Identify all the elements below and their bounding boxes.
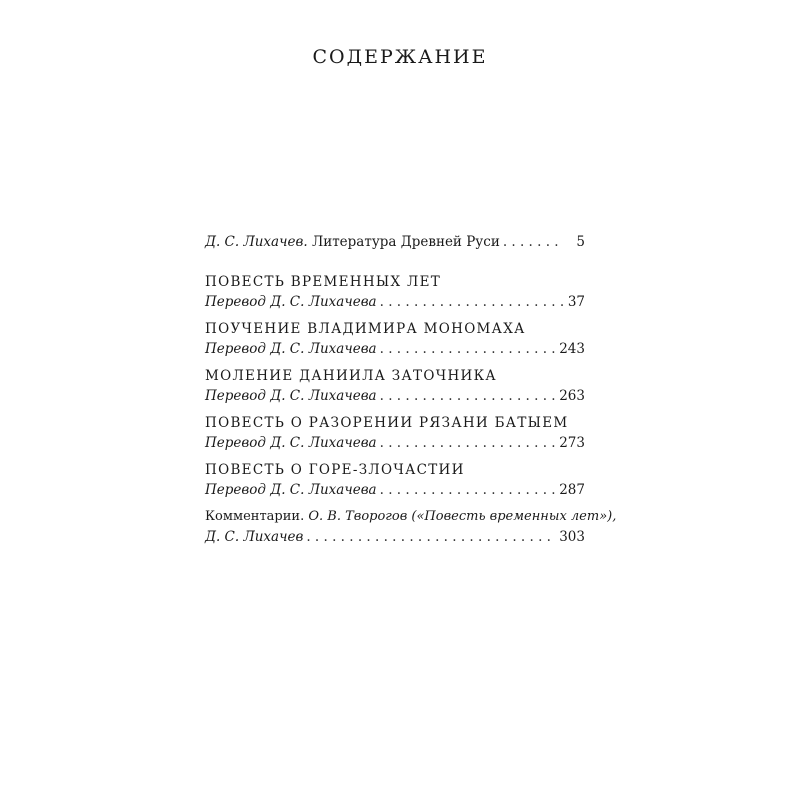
translator-credit: Перевод Д. С. Лихачева xyxy=(205,294,377,310)
page-number: 263 xyxy=(559,388,585,404)
dot-leader xyxy=(503,232,560,252)
toc-entry-section-1[interactable] xyxy=(205,272,585,312)
toc-entry-section-4[interactable] xyxy=(205,413,585,453)
dot-leader xyxy=(380,480,557,500)
page-number: 243 xyxy=(559,341,585,357)
section-title: ПОВЕСТЬ О РАЗОРЕНИИ РЯЗАНИ БАТЫЕМ xyxy=(205,415,569,431)
section-title: ПОВЕСТЬ О ГОРЕ-ЗЛОЧАСТИИ xyxy=(205,462,465,478)
translator-credit: Перевод Д. С. Лихачева xyxy=(205,388,377,404)
page-number: 5 xyxy=(576,234,585,250)
toc-entry-section-2[interactable] xyxy=(205,319,585,359)
translator-credit: Перевод Д. С. Лихачева xyxy=(205,435,377,451)
page-title: СОДЕРЖАНИЕ xyxy=(312,46,488,68)
toc-entry-comments[interactable] xyxy=(205,507,617,547)
intro-author: Д. С. Лихачев. xyxy=(205,234,308,250)
translator-credit: Перевод Д. С. Лихачева xyxy=(205,341,377,357)
comments-note: («Повесть временных лет»), xyxy=(411,509,617,524)
dot-leader xyxy=(380,433,557,453)
dot-leader xyxy=(306,527,556,547)
comments-label: Комментарии. xyxy=(205,509,305,524)
page-number: 303 xyxy=(559,529,585,545)
section-title: ПОУЧЕНИЕ ВЛАДИМИРА МОНОМАХА xyxy=(205,321,526,337)
toc-entry-section-3[interactable] xyxy=(205,366,585,406)
page-number: 273 xyxy=(559,435,585,451)
dot-leader xyxy=(380,292,565,312)
table-of-contents xyxy=(205,232,617,547)
toc-entry-intro[interactable] xyxy=(205,232,585,252)
intro-title: Литература Древней Руси xyxy=(311,234,500,250)
section-title: МОЛЕНИЕ ДАНИИЛА ЗАТОЧНИКА xyxy=(205,368,497,384)
section-title: ПОВЕСТЬ ВРЕМЕННЫХ ЛЕТ xyxy=(205,274,442,290)
page-number: 287 xyxy=(559,482,585,498)
dot-leader xyxy=(380,386,557,406)
toc-entry-section-5[interactable] xyxy=(205,460,585,500)
comments-authors: О. В. Творогов xyxy=(308,509,408,524)
page-number: 37 xyxy=(567,294,585,310)
dot-leader xyxy=(380,339,557,359)
translator-credit: Перевод Д. С. Лихачева xyxy=(205,482,377,498)
comments-author-2: Д. С. Лихачев xyxy=(205,529,304,545)
